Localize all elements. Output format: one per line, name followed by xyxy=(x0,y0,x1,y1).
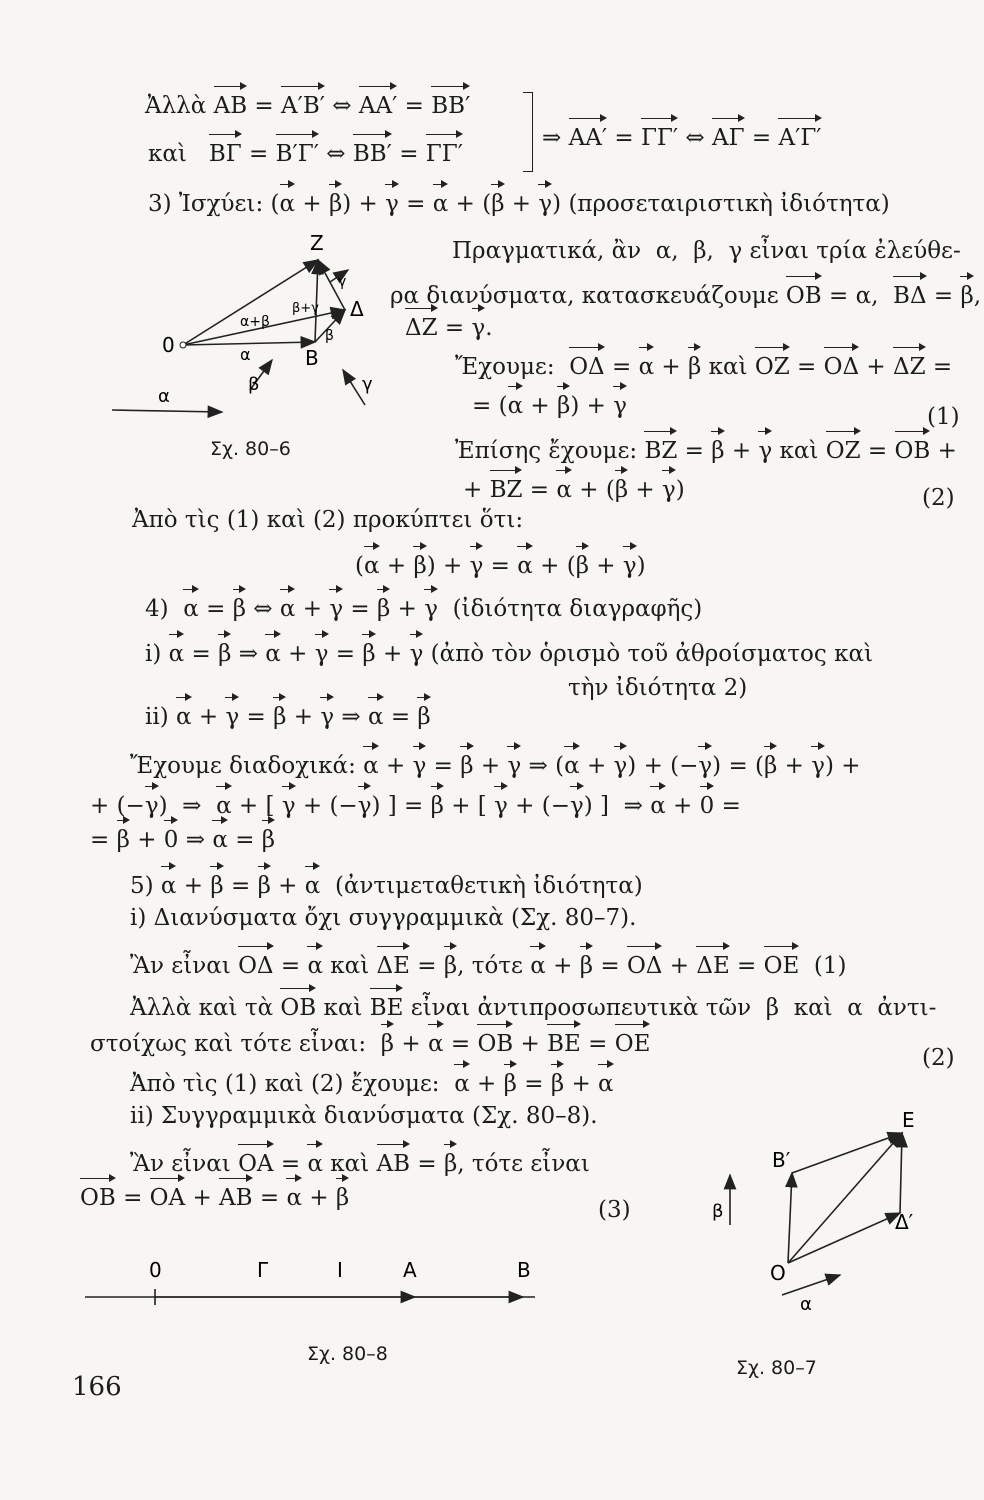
fig806-label-bg: β+γ xyxy=(292,301,319,316)
equation-number-n1: (1) xyxy=(927,404,960,430)
fig806-label-d: Δ xyxy=(350,297,364,321)
fig807-label-o: O xyxy=(770,1261,786,1285)
fig806-label-a: α xyxy=(240,345,251,364)
text-line-l24: Ἀλλὰ καὶ τὰ OB καὶ BE εἶναι ἀντιπροσωπευτικὰ τῶν β καὶ α ἀντι- xyxy=(130,995,937,1021)
figure-caption-c2: Σχ. 80–8 xyxy=(307,1343,388,1365)
text-line-l27: ii) Συγγραμμικὰ διανύσματα (Σχ. 80–8). xyxy=(130,1103,598,1129)
fig806-label-b: B xyxy=(305,346,319,370)
fig807-label-b-free: β xyxy=(712,1201,724,1222)
text-line-l19: + (−γ) ⇒ α + [ γ + (−γ) ] = β + [ γ + (−γ) ] ⇒ α + 0 = xyxy=(90,793,741,819)
fig806-label-o: 0 xyxy=(162,333,175,357)
text-line-l28: Ἂν εἶναι OA = α καὶ AB = β, τότε εἶναι xyxy=(130,1151,590,1177)
equation-number-n3: (2) xyxy=(922,1045,955,1071)
text-line-l17: ii) α + γ = β + γ ⇒ α = β xyxy=(145,704,431,730)
text-line-l06: ρα διανύσματα, κατασκευάζουμε OB = α, BΔ = β, xyxy=(390,283,982,309)
text-line-l13: (α + β) + γ = α + (β + γ) xyxy=(355,553,646,579)
text-line-l18: Ἔχουμε διαδοχικά: α + γ = β + γ ⇒ (α + γ) + (−γ) = (β + γ) + xyxy=(130,753,861,779)
fig808-label-a: A xyxy=(403,1258,417,1282)
fig807-label-e: E xyxy=(902,1108,915,1132)
fig807-label-a: α xyxy=(800,1294,812,1315)
fig808-label-g: Γ xyxy=(257,1258,269,1282)
fig808-label-b: B xyxy=(517,1258,531,1282)
text-line-l25: στοίχως καὶ τότε εἶναι: β + α = OB + BE = OE xyxy=(90,1031,651,1057)
fig808-label-o: 0 xyxy=(149,1258,162,1282)
text-line-l08: Ἔχουμε: OΔ = α + β καὶ OZ = OΔ + ΔZ = xyxy=(455,354,953,380)
brace xyxy=(523,92,533,172)
fig806-label-z: Z xyxy=(310,231,324,255)
fig806-label-b-small: β xyxy=(325,328,334,344)
text-line-l04: 3) Ἰσχύει: (α + β) + γ = α + (β + γ) (προσεταιριστικὴ ἰδιότητα) xyxy=(148,191,890,217)
fig806-label-a-free: α xyxy=(158,386,170,407)
text-line-l15: i) α = β ⇒ α + γ = β + γ (ἀπὸ τὸν ὁρισμὸ τοῦ ἀθροίσματος καὶ xyxy=(145,641,874,667)
text-line-l02: καὶ BΓ = B′Γ′ ⇔ BB′ = ΓΓ′ xyxy=(148,141,463,167)
text-line-l07: ΔZ = γ. xyxy=(405,315,493,341)
text-line-l09: = (α + β) + γ xyxy=(472,393,627,419)
figure-caption-c1: Σχ. 80–6 xyxy=(210,438,291,460)
figure-80-7 xyxy=(690,1105,930,1335)
text-line-l10: Ἐπίσης ἔχουμε: BZ = β + γ καὶ OZ = OB + xyxy=(455,438,957,464)
text-line-l20: = β + 0 ⇒ α = β xyxy=(90,827,276,853)
text-line-l14: 4) α = β ⇔ α + γ = β + γ (ἰδιότητα διαγραφῆς) xyxy=(145,596,703,622)
equation-number-n2: (2) xyxy=(922,485,955,511)
fig806-label-ab: α+β xyxy=(240,314,270,330)
equation-number-n4: (3) xyxy=(598,1197,631,1223)
text-line-l11: + BZ = α + (β + γ) xyxy=(463,477,685,503)
fig806-label-g: γ xyxy=(338,274,347,290)
figure-80-8 xyxy=(85,1255,545,1315)
fig806-label-g-free: γ xyxy=(362,374,373,395)
figure-caption-c3: Σχ. 80–7 xyxy=(736,1357,817,1379)
text-line-l01: Ἀλλὰ AB = A′B′ ⇔ AA′ = BB′ xyxy=(145,93,471,119)
fig808-label-i: Ι xyxy=(337,1258,343,1282)
fig807-label-d: Δ′ xyxy=(895,1210,914,1234)
page-number: 166 xyxy=(72,1372,122,1402)
text-line-l12: Ἀπὸ τὶς (1) καὶ (2) προκύπτει ὅτι: xyxy=(132,507,524,533)
fig806-label-b-free: β xyxy=(248,374,260,395)
text-line-l05: Πραγματικά, ἂν α, β, γ εἶναι τρία ἐλεύθε- xyxy=(452,238,961,264)
text-line-l26: Ἀπὸ τὶς (1) καὶ (2) ἔχουμε: α + β = β + α xyxy=(130,1071,614,1097)
figure-80-6 xyxy=(100,230,400,430)
text-line-l22: i) Διανύσματα ὄχι συγγραμμικὰ (Σχ. 80–7). xyxy=(130,905,637,931)
text-line-l29: OB = OA + AB = α + β xyxy=(80,1185,350,1211)
text-line-l21: 5) α + β = β + α (ἀντιμεταθετικὴ ἰδιότητα) xyxy=(130,873,643,899)
fig807-label-b: B′ xyxy=(772,1148,791,1172)
text-line-l23: Ἂν εἶναι OΔ = α καὶ ΔE = β, τότε α + β = OΔ + ΔE = OE (1) xyxy=(130,953,847,979)
text-line-l16: τὴν ἰδιότητα 2) xyxy=(568,675,748,701)
text-line-l03: ⇒ AA′ = ΓΓ′ ⇔ AΓ = A′Γ′ xyxy=(542,125,822,151)
